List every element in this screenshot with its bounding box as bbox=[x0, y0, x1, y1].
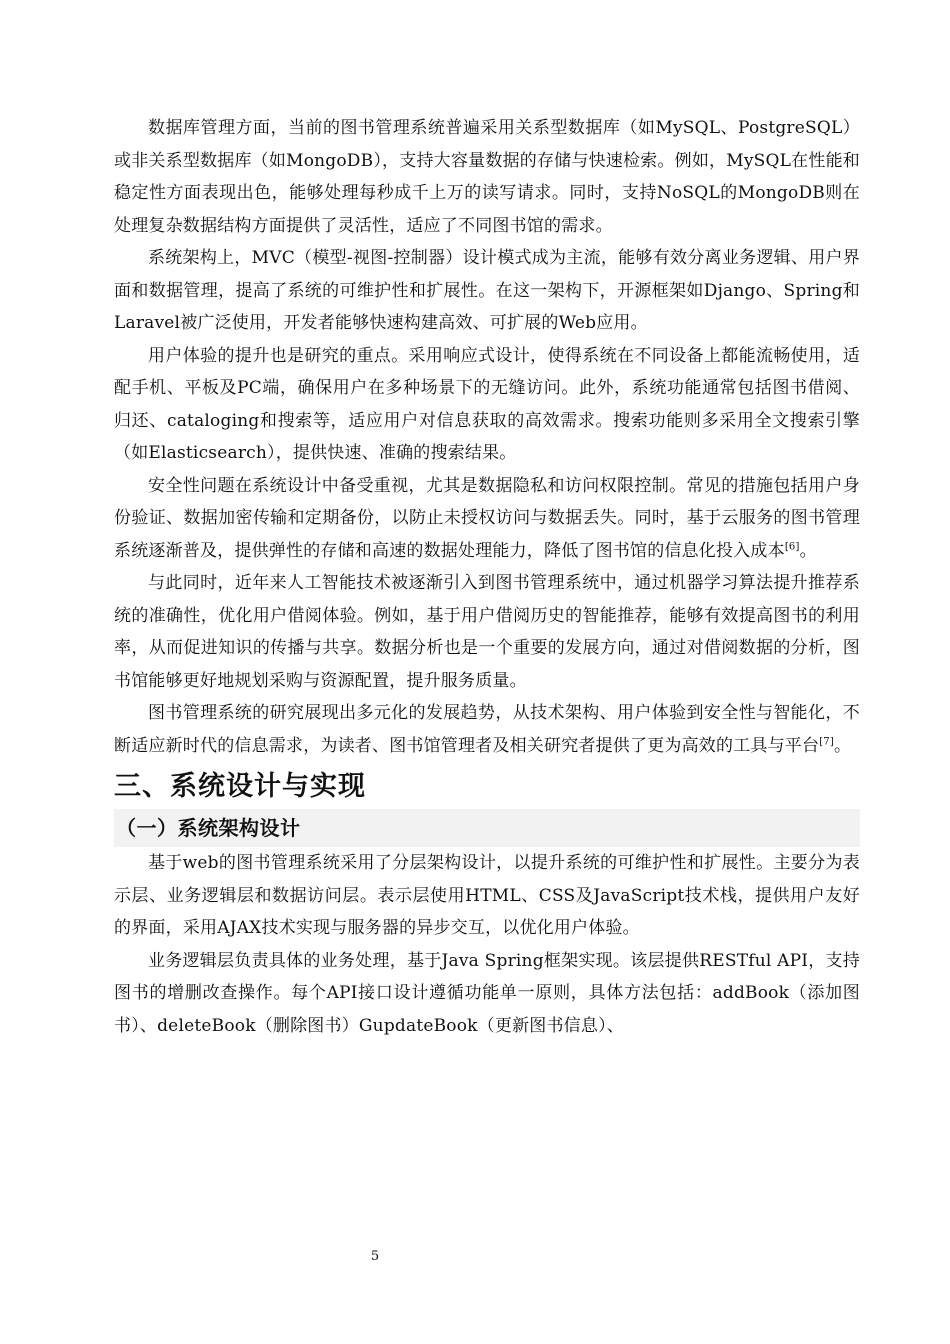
paragraph-user-experience bbox=[114, 340, 860, 470]
paragraph-architecture bbox=[114, 242, 860, 340]
paragraph-security-text: 安全性问题在系统设计中备受重视，尤其是数据隐私和访问权限控制。常见的措施包括用户身份验证、数据加密传输和定期备份，以防止未授权访问与数据丢失。同时，基于云服务的图书管理系统逐渐普及，提供弹性的存储和高速的数据处理能力，降低了图书馆的信息化投入成本 bbox=[114, 475, 860, 561]
citation-ref-6: [6] bbox=[784, 540, 800, 552]
paragraph-business-logic bbox=[114, 945, 860, 1043]
paragraph-trends-tail: 。 bbox=[833, 735, 852, 756]
page-number: 5 bbox=[370, 1249, 380, 1264]
chapter-heading: 三、系统设计与实现 bbox=[114, 771, 366, 802]
document-page bbox=[114, 112, 860, 1042]
citation-ref-7: [7] bbox=[819, 735, 834, 747]
paragraph-layered-architecture bbox=[114, 847, 860, 945]
paragraph-trends bbox=[114, 697, 860, 762]
paragraph-ai-text: 与此同时，近年来人工智能技术被逐渐引入到图书管理系统中，通过机器学习算法提升推荐系统的准确性，优化用户借阅体验。例如，基于用户借阅历史的智能推荐，能够有效提高图书的利用率，从而促进知识的传播与共享。数据分析也是一个重要的发展方向，通过对借阅数据的分析，图书馆能够更好地规划采购与资源配置，提升服务质量。 bbox=[114, 573, 860, 691]
paragraph-database-text: 数据库管理方面，当前的图书管理系统普遍采用关系型数据库（如MySQL、PostgreSQL）或非关系型数据库（如MongoDB），支持大容量数据的存储与快速检索。例如，MySQL在性能和稳定性方面表现出色，能够处理每秒成千上万的读写请求。同时，支持NoSQL的MongoDB则在处理复杂数据结构方面提供了灵活性，适应了不同图书馆的需求。 bbox=[114, 118, 860, 236]
paragraph-layered-architecture-text: 基于web的图书管理系统采用了分层架构设计，以提升系统的可维护性和扩展性。主要分为表示层、业务逻辑层和数据访问层。表示层使用HTML、CSS及JavaScript技术栈，提供用户友好的界面，采用AJAX技术实现与服务器的异步交互，以优化用户体验。 bbox=[114, 853, 860, 938]
paragraph-security bbox=[114, 470, 860, 568]
section-heading: （一）系统架构设计 bbox=[114, 809, 860, 847]
paragraph-architecture-text: 系统架构上，MVC（模型-视图-控制器）设计模式成为主流，能够有效分离业务逻辑、用户界面和数据管理，提高了系统的可维护性和扩展性。在这一架构下，开源框架如Django、Spring和Laravel被广泛使用，开发者能够快速构建高效、可扩展的Web应用。 bbox=[114, 248, 860, 333]
paragraph-database bbox=[114, 112, 860, 242]
paragraph-ai bbox=[114, 567, 860, 697]
paragraph-trends-text: 图书管理系统的研究展现出多元化的发展趋势，从技术架构、用户体验到安全性与智能化，不断适应新时代的信息需求，为读者、图书馆管理者及相关研究者提供了更为高效的工具与平台 bbox=[114, 703, 860, 756]
paragraph-user-experience-text: 用户体验的提升也是研究的重点。采用响应式设计，使得系统在不同设备上都能流畅使用，适配手机、平板及PC端，确保用户在多种场景下的无缝访问。此外，系统功能通常包括图书借阅、归还、cataloging和搜索等，适应用户对信息获取的高效需求。搜索功能则多采用全文搜索引擎（如Elasticsearch），提供快速、准确的搜索结果。 bbox=[114, 345, 860, 463]
paragraph-security-tail: 。 bbox=[799, 540, 817, 561]
paragraph-business-logic-text: 业务逻辑层负责具体的业务处理，基于Java Spring框架实现。该层提供RESTful API，支持图书的增删改查操作。每个API接口设计遵循功能单一原则，具体方法包括：addBook（添加图书）、deleteBook（删除图书）GupdateBook（更新图书信息）、 bbox=[114, 950, 860, 1036]
